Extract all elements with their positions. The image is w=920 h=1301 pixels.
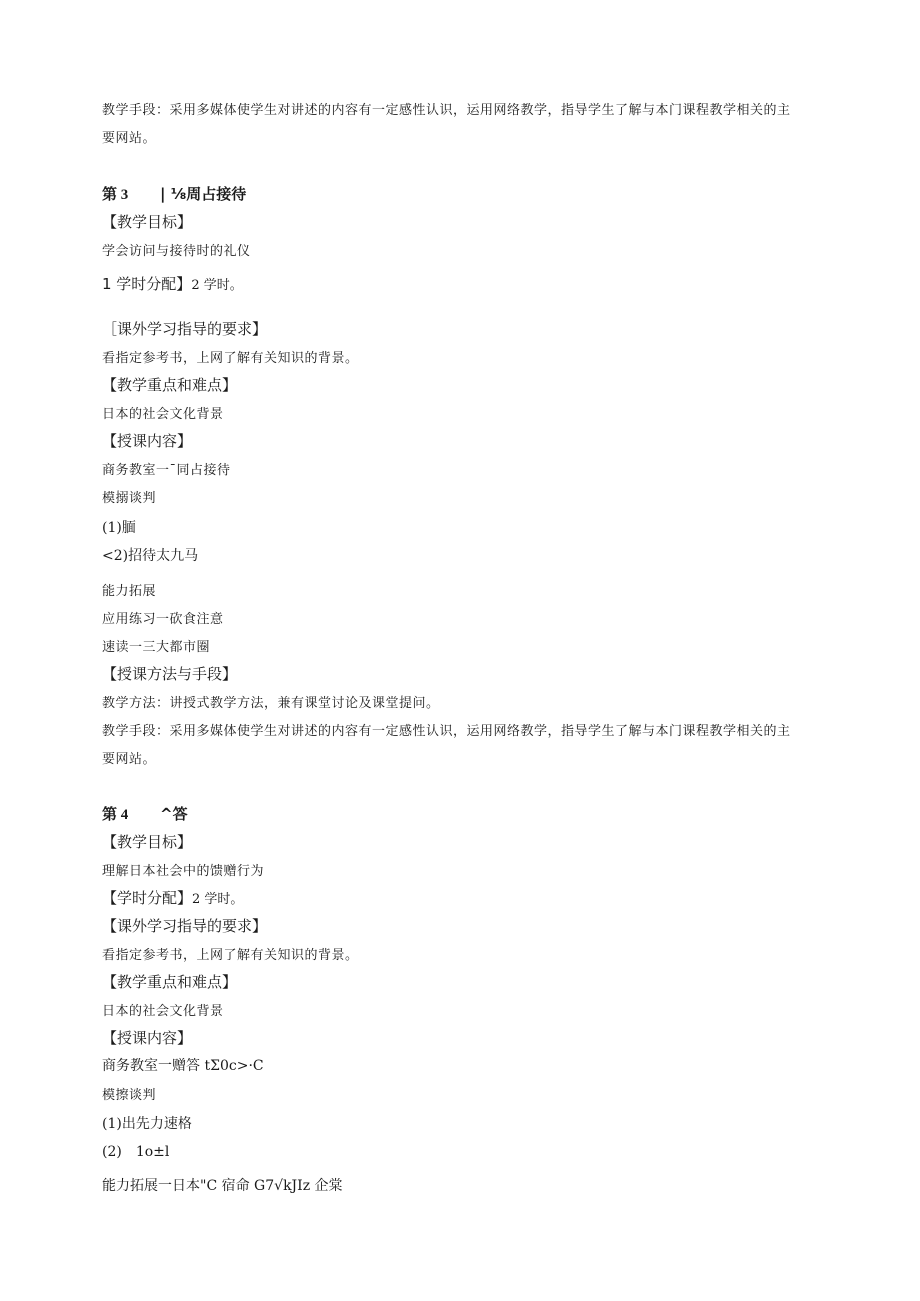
content-item: 模搦谈判: [102, 491, 157, 506]
hours-allocation: [102, 887, 243, 908]
paragraph-teaching-means-line2: 要网站。: [102, 131, 157, 146]
key-points-text: 日本的社会文化背景: [102, 407, 224, 422]
key-points-text: 日本的社会文化背景: [102, 1004, 224, 1019]
content-item: 商务教室一赠答 tΣ0c>·C: [102, 1058, 264, 1074]
chapter-number: 第 3: [102, 187, 129, 203]
chapter-number: 第 4: [102, 807, 129, 823]
hours-allocation: [102, 273, 243, 294]
hours-value: 2 学时。: [192, 892, 244, 907]
teaching-goal-text: 理解日本社会中的馈赠行为: [102, 864, 265, 879]
content-item: <2)招待太九马: [102, 548, 199, 564]
heading-extracurricular: ［课外学习指导的要求】: [102, 320, 268, 338]
chapter-title: ^答: [160, 805, 188, 823]
paragraph-teaching-means-line1: 教学手段：采用多媒体使学生对讲述的内容有一定感性认识，运用网络教学，指导学生了解与本门课程教学相关的主: [102, 103, 791, 118]
hours-value: 2 学时。: [191, 278, 243, 293]
chapter-3-heading: [102, 183, 246, 204]
teaching-goal-text: 学会访问与接待时的礼仪: [102, 244, 251, 259]
content-item: (1)出先力速格: [102, 1116, 192, 1132]
means-text-line2: 要网站。: [102, 752, 157, 767]
chapter-title: | ⅛周占接待: [160, 185, 247, 203]
means-text-line1: 教学手段：采用多媒体使学生对讲述的内容有一定感性认识，运用网络教学，指导学生了解与本门课程教学相关的主: [102, 724, 791, 739]
content-item: 能力拓展: [102, 584, 157, 599]
content-item: 模擦谈判: [102, 1088, 157, 1103]
heading-content: 【授课内容】: [102, 1029, 193, 1047]
content-item: 能力拓展一日本"C 宿命 G7√kJIz 企棠: [102, 1178, 343, 1194]
chapter-4-heading: [102, 803, 188, 824]
heading-key-points: 【教学重点和难点】: [102, 973, 238, 991]
extracurricular-text: 看指定参考书，上网了解有关知识的背景。: [102, 948, 359, 963]
heading-teaching-goal: 【教学目标】: [102, 833, 193, 851]
content-item: 商务教室一ˉ同占接待: [102, 463, 231, 478]
content-item: (1)腼: [102, 520, 136, 536]
heading-hours: 【学时分配】: [102, 889, 193, 907]
method-text: 教学方法：讲授式教学方法，兼有课堂讨论及课堂提问。: [102, 696, 440, 711]
heading-extracurricular: 【课外学习指导的要求】: [102, 917, 268, 935]
content-item: (2) 1o±l: [102, 1144, 170, 1160]
heading-hours: 1 学时分配】: [102, 275, 192, 293]
extracurricular-text: 看指定参考书，上网了解有关知识的背景。: [102, 351, 359, 366]
heading-method: 【授课方法与手段】: [102, 665, 238, 683]
content-item: 应用练习一砍食注意: [102, 612, 224, 627]
content-item: 速读一三大都市圈: [102, 640, 211, 655]
heading-key-points: 【教学重点和难点】: [102, 376, 238, 394]
heading-content: 【授课内容】: [102, 432, 193, 450]
heading-teaching-goal: 【教学目标】: [102, 213, 193, 231]
